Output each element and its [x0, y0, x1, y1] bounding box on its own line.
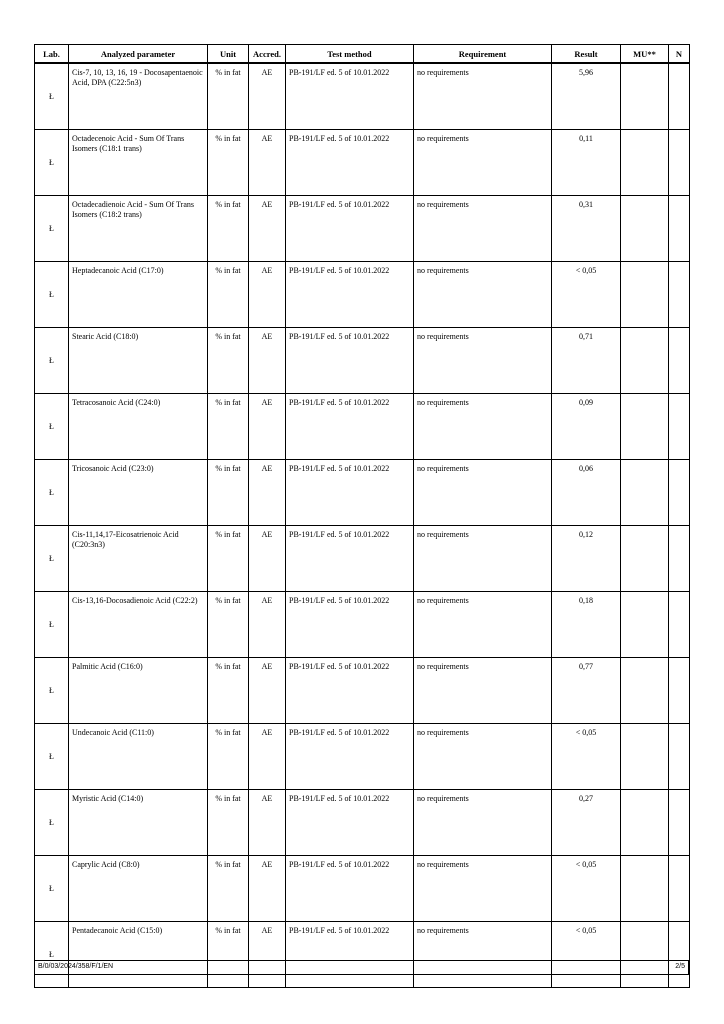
cell-unit: % in fat	[208, 328, 249, 394]
cell-mu	[621, 790, 669, 856]
cell-method: PB-191/LF ed. 5 of 10.01.2022	[286, 592, 414, 658]
cell-accred: AE	[249, 526, 286, 592]
cell-unit: % in fat	[208, 592, 249, 658]
cell-parameter: Cis-11,14,17-Eicosatrienoic Acid (C20:3n3)	[69, 526, 208, 592]
table-row	[35, 328, 690, 394]
cell-accred: AE	[249, 394, 286, 460]
cell-result: 0,27	[552, 790, 621, 856]
cell-mu	[621, 130, 669, 196]
cell-result: 0,06	[552, 460, 621, 526]
cell-result: 5,96	[552, 63, 621, 130]
cell-method: PB-191/LF ed. 5 of 10.01.2022	[286, 658, 414, 724]
cell-mu	[621, 328, 669, 394]
cell-accred: AE	[249, 724, 286, 790]
cell-unit: % in fat	[208, 196, 249, 262]
table-row	[35, 724, 690, 790]
cell-accred: AE	[249, 658, 286, 724]
cell-n	[669, 658, 690, 724]
header-accred: Accred.	[249, 45, 286, 64]
table-row	[35, 658, 690, 724]
cell-mu	[621, 196, 669, 262]
cell-n	[669, 63, 690, 130]
cell-requirement: no requirements	[414, 526, 552, 592]
cell-parameter: Undecanoic Acid (C11:0)	[69, 724, 208, 790]
cell-n	[669, 592, 690, 658]
cell-method: PB-191/LF ed. 5 of 10.01.2022	[286, 394, 414, 460]
table-row	[35, 856, 690, 922]
cell-unit: % in fat	[208, 262, 249, 328]
table-row	[35, 460, 690, 526]
cell-method: PB-191/LF ed. 5 of 10.01.2022	[286, 856, 414, 922]
header-method: Test method	[286, 45, 414, 64]
cell-unit: % in fat	[208, 460, 249, 526]
cell-lab: Ł	[35, 63, 69, 130]
cell-result: 0,11	[552, 130, 621, 196]
cell-requirement: no requirements	[414, 196, 552, 262]
cell-requirement: no requirements	[414, 790, 552, 856]
cell-lab: Ł	[35, 130, 69, 196]
cell-mu	[621, 724, 669, 790]
cell-requirement: no requirements	[414, 328, 552, 394]
cell-parameter: Myristic Acid (C14:0)	[69, 790, 208, 856]
table-row	[35, 922, 690, 988]
cell-unit: % in fat	[208, 130, 249, 196]
document-id: B/0/03/2024/358/F/1/EN	[38, 963, 114, 970]
cell-result: 0,71	[552, 328, 621, 394]
header-requirement: Requirement	[414, 45, 552, 64]
cell-unit: % in fat	[208, 658, 249, 724]
header-unit: Unit	[208, 45, 249, 64]
cell-lab: Ł	[35, 592, 69, 658]
cell-parameter: Octadecenoic Acid - Sum Of Trans Isomers (C18:1 trans)	[69, 130, 208, 196]
cell-method: PB-191/LF ed. 5 of 10.01.2022	[286, 262, 414, 328]
cell-accred: AE	[249, 592, 286, 658]
cell-accred: AE	[249, 790, 286, 856]
cell-result: 0,77	[552, 658, 621, 724]
cell-lab: Ł	[35, 460, 69, 526]
cell-lab: Ł	[35, 262, 69, 328]
cell-result: 0,12	[552, 526, 621, 592]
cell-method: PB-191/LF ed. 5 of 10.01.2022	[286, 328, 414, 394]
cell-accred: AE	[249, 856, 286, 922]
cell-mu	[621, 592, 669, 658]
header-row	[35, 45, 690, 64]
cell-accred: AE	[249, 262, 286, 328]
cell-mu	[621, 922, 669, 988]
cell-method: PB-191/LF ed. 5 of 10.01.2022	[286, 196, 414, 262]
cell-accred: AE	[249, 460, 286, 526]
cell-mu	[621, 262, 669, 328]
cell-n	[669, 130, 690, 196]
cell-accred: AE	[249, 130, 286, 196]
cell-lab: Ł	[35, 790, 69, 856]
cell-n	[669, 460, 690, 526]
header-n: N	[669, 45, 690, 64]
cell-requirement: no requirements	[414, 460, 552, 526]
header-parameter: Analyzed parameter	[69, 45, 208, 64]
cell-lab: Ł	[35, 856, 69, 922]
cell-method: PB-191/LF ed. 5 of 10.01.2022	[286, 790, 414, 856]
cell-parameter: Palmitic Acid (C16:0)	[69, 658, 208, 724]
cell-lab: Ł	[35, 526, 69, 592]
cell-requirement: no requirements	[414, 856, 552, 922]
cell-n	[669, 328, 690, 394]
cell-lab: Ł	[35, 724, 69, 790]
table-row	[35, 130, 690, 196]
page-footer	[34, 960, 689, 975]
cell-accred: AE	[249, 63, 286, 130]
table-row	[35, 790, 690, 856]
cell-parameter: Cis-7, 10, 13, 16, 19 - Docosapentaenoic Acid, DPA (C22:5n3)	[69, 63, 208, 130]
cell-requirement: no requirements	[414, 592, 552, 658]
cell-result: < 0,05	[552, 856, 621, 922]
cell-n	[669, 394, 690, 460]
cell-method: PB-191/LF ed. 5 of 10.01.2022	[286, 724, 414, 790]
cell-accred: AE	[249, 196, 286, 262]
cell-result: 0,09	[552, 394, 621, 460]
cell-parameter: Cis-13,16-Docosadienoic Acid (C22:2)	[69, 592, 208, 658]
cell-method: PB-191/LF ed. 5 of 10.01.2022	[286, 130, 414, 196]
table-row	[35, 526, 690, 592]
cell-unit: % in fat	[208, 856, 249, 922]
results-table	[34, 44, 690, 988]
cell-mu	[621, 394, 669, 460]
cell-mu	[621, 658, 669, 724]
cell-n	[669, 196, 690, 262]
cell-result: < 0,05	[552, 724, 621, 790]
cell-unit: % in fat	[208, 724, 249, 790]
cell-unit: % in fat	[208, 526, 249, 592]
cell-accred: AE	[249, 328, 286, 394]
cell-requirement: no requirements	[414, 262, 552, 328]
cell-parameter: Pentadecanoic Acid (C15:0)	[69, 922, 208, 988]
cell-requirement: no requirements	[414, 724, 552, 790]
cell-n	[669, 724, 690, 790]
cell-n	[669, 262, 690, 328]
cell-result: 0,18	[552, 592, 621, 658]
cell-lab: Ł	[35, 328, 69, 394]
table-body	[35, 63, 690, 988]
cell-unit: % in fat	[208, 63, 249, 130]
cell-requirement: no requirements	[414, 658, 552, 724]
cell-mu	[621, 856, 669, 922]
cell-result: 0,31	[552, 196, 621, 262]
cell-accred: AE	[249, 922, 286, 988]
header-result: Result	[552, 45, 621, 64]
cell-n	[669, 856, 690, 922]
table-row	[35, 394, 690, 460]
cell-mu	[621, 526, 669, 592]
cell-requirement: no requirements	[414, 130, 552, 196]
cell-n	[669, 790, 690, 856]
table-row	[35, 196, 690, 262]
cell-method: PB-191/LF ed. 5 of 10.01.2022	[286, 460, 414, 526]
cell-unit: % in fat	[208, 394, 249, 460]
cell-result: < 0,05	[552, 922, 621, 988]
cell-result: < 0,05	[552, 262, 621, 328]
cell-unit: % in fat	[208, 922, 249, 988]
cell-method: PB-191/LF ed. 5 of 10.01.2022	[286, 63, 414, 130]
cell-parameter: Stearic Acid (C18:0)	[69, 328, 208, 394]
cell-parameter: Tricosanoic Acid (C23:0)	[69, 460, 208, 526]
cell-lab: Ł	[35, 922, 69, 988]
cell-method: PB-191/LF ed. 5 of 10.01.2022	[286, 922, 414, 988]
cell-n	[669, 922, 690, 988]
cell-lab: Ł	[35, 658, 69, 724]
header-lab: Lab.	[35, 45, 69, 64]
cell-lab: Ł	[35, 394, 69, 460]
cell-parameter: Tetracosanoic Acid (C24:0)	[69, 394, 208, 460]
cell-mu	[621, 63, 669, 130]
cell-requirement: no requirements	[414, 922, 552, 988]
cell-requirement: no requirements	[414, 394, 552, 460]
table-row	[35, 262, 690, 328]
cell-lab: Ł	[35, 196, 69, 262]
cell-parameter: Heptadecanoic Acid (C17:0)	[69, 262, 208, 328]
cell-mu	[621, 460, 669, 526]
cell-method: PB-191/LF ed. 5 of 10.01.2022	[286, 526, 414, 592]
cell-parameter: Caprylic Acid (C8:0)	[69, 856, 208, 922]
cell-n	[669, 526, 690, 592]
table-row	[35, 592, 690, 658]
cell-parameter: Octadecadienoic Acid - Sum Of Trans Isomers (C18:2 trans)	[69, 196, 208, 262]
page-number: 2/5	[675, 963, 685, 970]
cell-requirement: no requirements	[414, 63, 552, 130]
header-mu: MU**	[621, 45, 669, 64]
cell-unit: % in fat	[208, 790, 249, 856]
table-row	[35, 63, 690, 130]
